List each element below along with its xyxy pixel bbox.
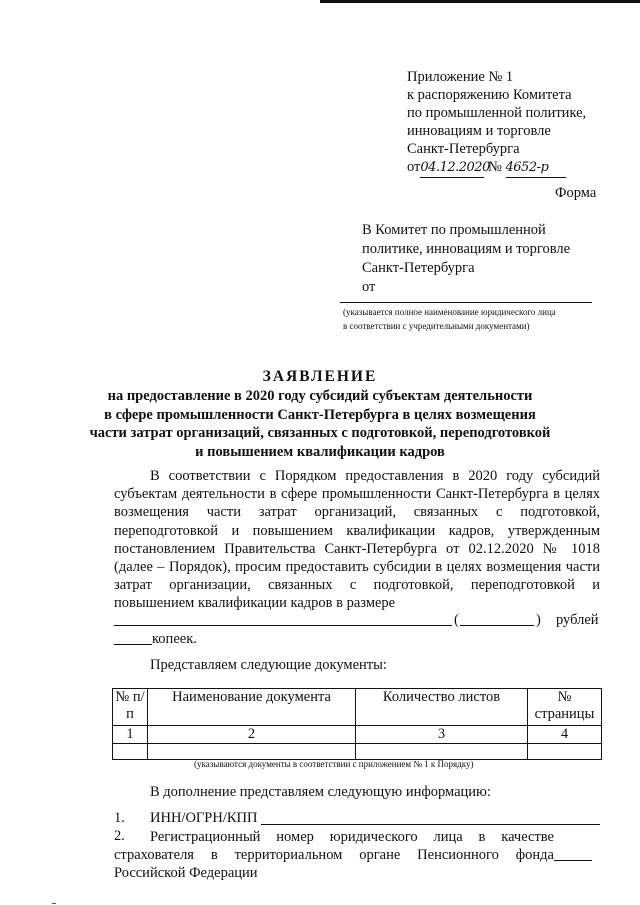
- info-item-2: [114, 828, 600, 883]
- header-page-number: № страницы: [528, 689, 602, 726]
- amount-line: [114, 612, 600, 630]
- header-document-name: Наименование документа: [148, 689, 356, 726]
- documents-table: [112, 688, 602, 760]
- item-1-label: ИНН/ОГРН/КПП: [150, 810, 258, 826]
- item-2-blank: [554, 860, 592, 861]
- title-line-1: на предоставление в 2020 году субсидий субъектам деятельности: [107, 388, 533, 404]
- amount-paren-close: ): [536, 612, 541, 628]
- item-1-number: 1.: [114, 810, 125, 826]
- col-number-1: 1: [113, 726, 148, 744]
- appendix-date-line: [407, 158, 586, 178]
- amount-blank: [114, 625, 452, 626]
- handwritten-number: 4652-р: [506, 159, 566, 178]
- table-cell: [113, 744, 148, 760]
- rubles-label: рублей: [556, 612, 599, 628]
- item-2-text: Регистрационный номер юридического лица в качестве страхователя в территориальном органе Пенсионного фонда Российской Федерации: [114, 829, 554, 882]
- item-2-number: 2.: [114, 828, 125, 844]
- amount-paren-open: (: [454, 612, 459, 628]
- addressee-line-1: В Комитет по промышленной: [362, 222, 546, 238]
- info-item-1: [114, 810, 600, 828]
- applicant-hint: [343, 305, 556, 333]
- addressee-block: [362, 221, 570, 297]
- appendix-line-3: по промышленной политике,: [407, 105, 587, 121]
- table-header-row: [113, 689, 602, 726]
- scan-mark: [52, 903, 56, 904]
- applicant-name-line: [340, 302, 592, 303]
- header-number: № п/п: [113, 689, 148, 726]
- from-label: от: [407, 159, 421, 175]
- handwritten-date: 04.12.2020: [420, 159, 484, 178]
- title-line-2: в сфере промышленности Санкт-Петербурга в целях возмещения: [104, 406, 536, 423]
- table-cell: [528, 744, 602, 760]
- header-sheet-count: Количество листов: [356, 689, 528, 726]
- col-number-4: 4: [528, 726, 602, 744]
- kopecks-label: копеек.: [152, 631, 197, 647]
- table-note: (указываются документы в соответствии с приложением № 1 к Порядку): [194, 759, 474, 769]
- number-label: №: [488, 159, 502, 175]
- documents-intro: Представляем следующие документы:: [150, 657, 387, 673]
- main-paragraph: В соответствии с Порядком предоставления в 2020 году субсидий субъектам деятельности в сфере промышленности Санкт-Петербурга в целях возмещения части затрат организаций, связанных с подготовкой, переподготовкой и повышением квалификации кадров, утвержденным постановлением Правительства Санкт-Петербурга от 02.12.2020 № 1018 (далее – Порядок), просим предоставить субсидии в целях возмещения части затрат организации, связанных с подготовкой, переподготовкой и повышением квалификации кадров в размере: [114, 468, 600, 612]
- addressee-line-3: Санкт-Петербурга: [362, 260, 475, 276]
- applicant-hint-2: в соответствии с учредительными документами): [343, 321, 530, 331]
- kopecks-line: [114, 631, 197, 649]
- table-number-row: [113, 726, 602, 744]
- appendix-block: [407, 68, 586, 178]
- appendix-line-2: к распоряжению Комитета: [407, 87, 572, 103]
- info-intro: В дополнение представляем следующую информацию:: [150, 784, 491, 800]
- addressee-from: от: [362, 279, 376, 295]
- item-1-blank: [261, 824, 600, 825]
- col-number-2: 2: [148, 726, 356, 744]
- appendix-line-5: Санкт-Петербурга: [407, 141, 520, 157]
- applicant-hint-1: (указывается полное наименование юридического лица: [343, 307, 556, 317]
- amount-words-blank: [460, 625, 534, 626]
- document-title: ЗАЯВЛЕНИЕ: [262, 368, 378, 385]
- col-number-3: 3: [356, 726, 528, 744]
- kopecks-blank: [114, 631, 152, 645]
- appendix-line-4: инновациям и торговле: [407, 123, 551, 139]
- title-subtitle: [60, 387, 580, 461]
- appendix-line-1: Приложение № 1: [407, 69, 514, 85]
- title-line-4: и повышением квалификации кадров: [195, 443, 445, 460]
- scan-top-edge-line: [320, 0, 640, 3]
- addressee-line-2: политике, инновациям и торговле: [362, 241, 571, 257]
- form-label: Форма: [555, 185, 597, 201]
- title-line-3: части затрат организаций, связанных с подготовкой, переподготовкой: [89, 425, 551, 441]
